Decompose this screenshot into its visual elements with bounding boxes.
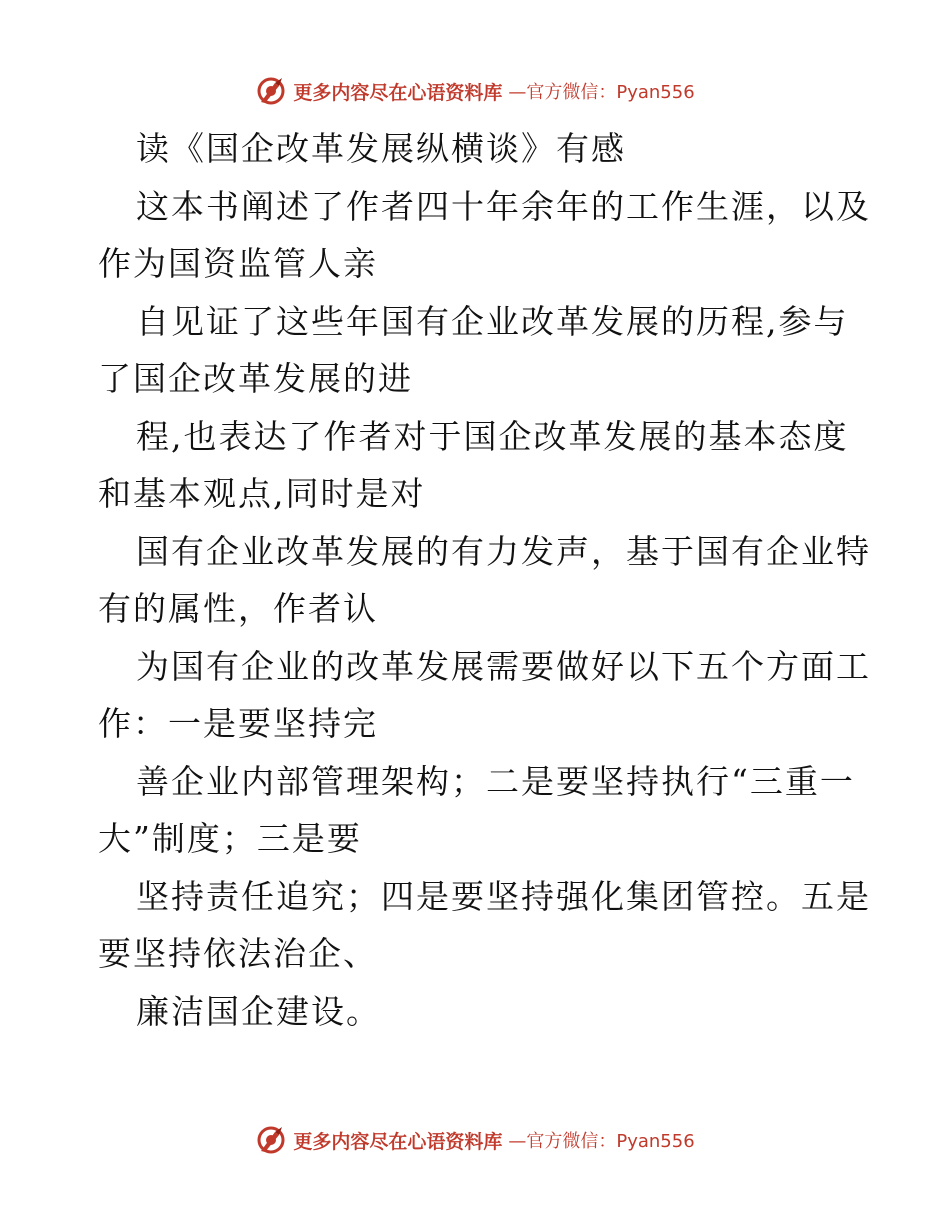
banner-main-text: 更多内容尽在心语资料库 (293, 81, 503, 104)
quill-pen-logo-icon (255, 1124, 287, 1156)
paragraph-line: 了国企改革发展的进 (98, 359, 413, 398)
paragraph-line: 要坚持依法治企、 (98, 934, 378, 973)
article-body (98, 120, 871, 1040)
banner-main-text: 更多内容尽在心语资料库 (293, 1130, 503, 1153)
paragraph-line: 坚持责任追究；四是要坚持强化集团管控。五是 (136, 876, 871, 916)
header-banner (0, 71, 950, 111)
banner-sub-text: —官方微信：Pyan556 (508, 1131, 695, 1152)
paragraph-line: 这本书阐述了作者四十年余年的工作生涯，以及 (136, 186, 871, 226)
paragraph-line: 廉洁国企建设。 (136, 991, 381, 1031)
paragraph-line: 和基本观点,同时是对 (98, 474, 426, 513)
paragraph-line: 为国有企业的改革发展需要做好以下五个方面工 (136, 646, 871, 686)
article-title: 读《国企改革发展纵横谈》有感 (136, 129, 626, 168)
banner-sub-text: —官方微信：Pyan556 (508, 82, 695, 103)
paragraph-line: 大”制度；三是要 (98, 819, 362, 858)
footer-banner (0, 1120, 950, 1160)
paragraph-line: 自见证了这些年国有企业改革发展的历程,参与 (136, 301, 849, 341)
paragraph-line: 有的属性，作者认 (98, 589, 378, 628)
paragraph-line: 作为国资监管人亲 (98, 244, 378, 283)
paragraph-line: 程,也表达了作者对于国企改革发展的基本态度 (136, 416, 849, 456)
paragraph-line: 善企业内部管理架构；二是要坚持执行“三重一 (136, 761, 855, 801)
paragraph-line: 国有企业改革发展的有力发声，基于国有企业特 (136, 531, 871, 571)
paragraph-line: 作：一是要坚持完 (98, 704, 378, 743)
quill-pen-logo-icon (255, 75, 287, 107)
